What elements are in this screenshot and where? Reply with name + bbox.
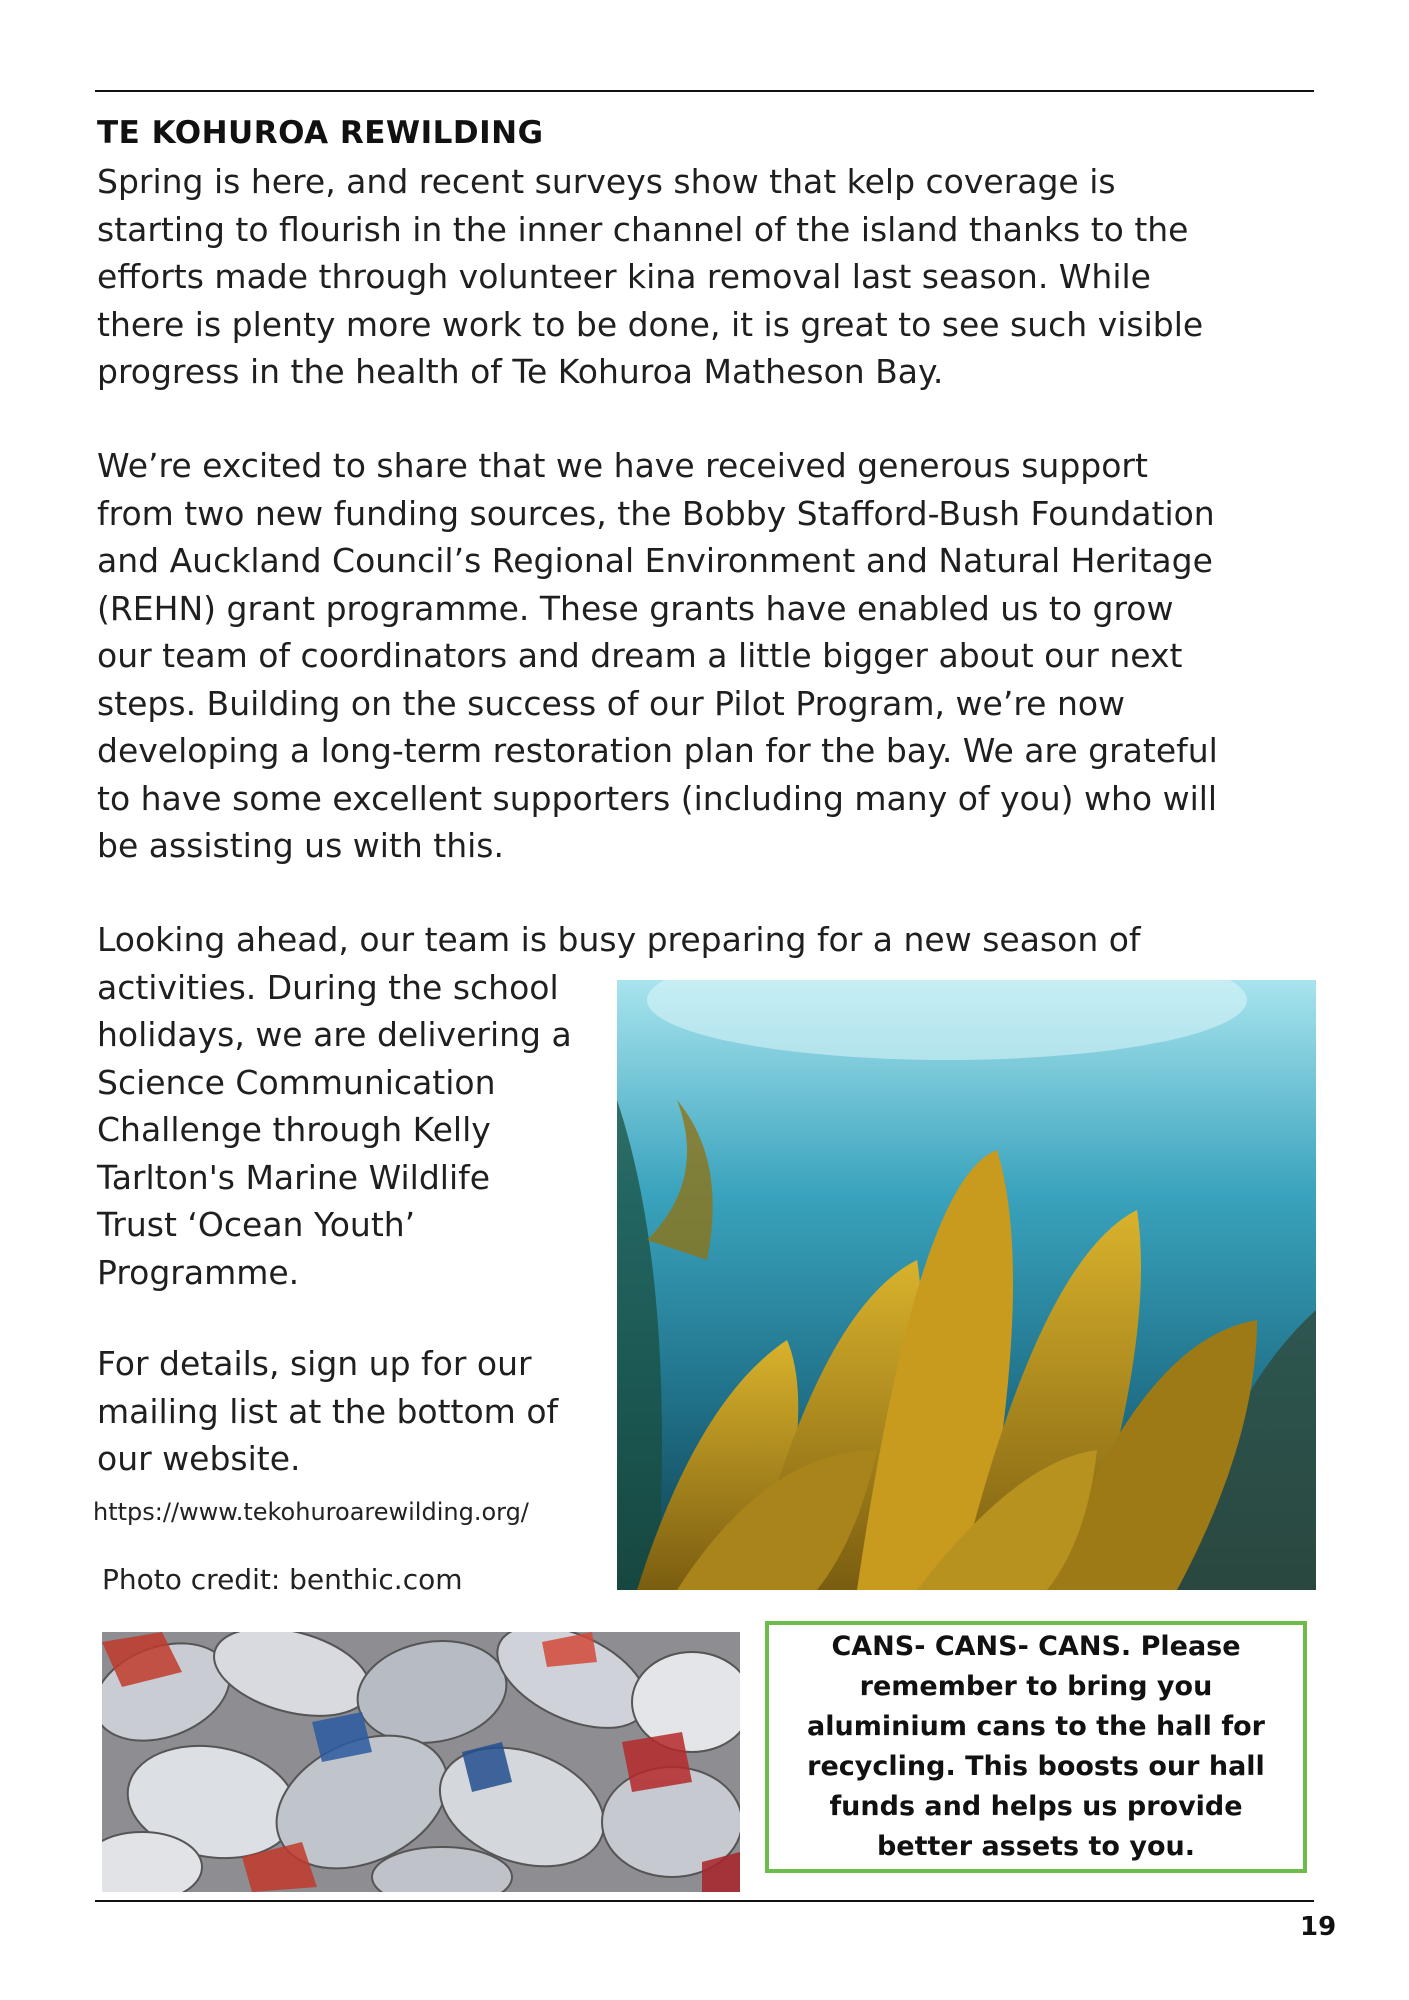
bottom-divider	[95, 1900, 1314, 1902]
photo-credit: Photo credit: benthic.com	[102, 1563, 463, 1596]
website-link[interactable]: https://www.tekohuroarewilding.org/	[93, 1498, 529, 1526]
paragraph-activities: Looking ahead, our team is busy preparing for a new season of activities. During the school holidays, we are delivering a Science Communication Challenge through Kelly Tarlton's Marine Wildlife Trust ‘Ocean Youth’ Programme.	[97, 920, 1141, 1292]
paragraph-funding: We’re excited to share that we have received generous support from two new funding sources, the Bobby Stafford-Bush Foundation and Auckland Council’s Regional Environment and Natural Heritage (REHN) grant programme. These grants have enabled us to grow our team of coordinators and dream a little bigger about our next steps. Building on the success of our Pilot Program, we’re now developing a long-term restoration plan for the bay. We are grateful to have some excellent supporters (including many of you) who will be assisting us with this.	[97, 446, 1218, 865]
cans-recycling-notice	[765, 1621, 1307, 1873]
article-heading: TE KOHUROA REWILDING	[97, 115, 544, 151]
paragraph-details: For details, sign up for our mailing list at the bottom of our website.	[97, 1344, 559, 1478]
kelp-underwater-photo	[617, 980, 1316, 1590]
crushed-cans-photo	[102, 1632, 740, 1892]
page-number: 19	[1300, 1912, 1337, 1942]
notice-text: CANS- CANS- CANS. Please remember to bring you aluminium cans to the hall for recycling. This boosts our hall funds and helps us provide better assets to you.	[807, 1631, 1265, 1862]
paragraph-spring: Spring is here, and recent surveys show that kelp coverage is starting to flourish in the inner channel of the island thanks to the efforts made through volunteer kina removal last season. While there is plenty more work to be done, it is great to see such visible progress in the health of Te Kohuroa Matheson Bay.	[97, 162, 1204, 391]
top-divider	[95, 90, 1314, 92]
